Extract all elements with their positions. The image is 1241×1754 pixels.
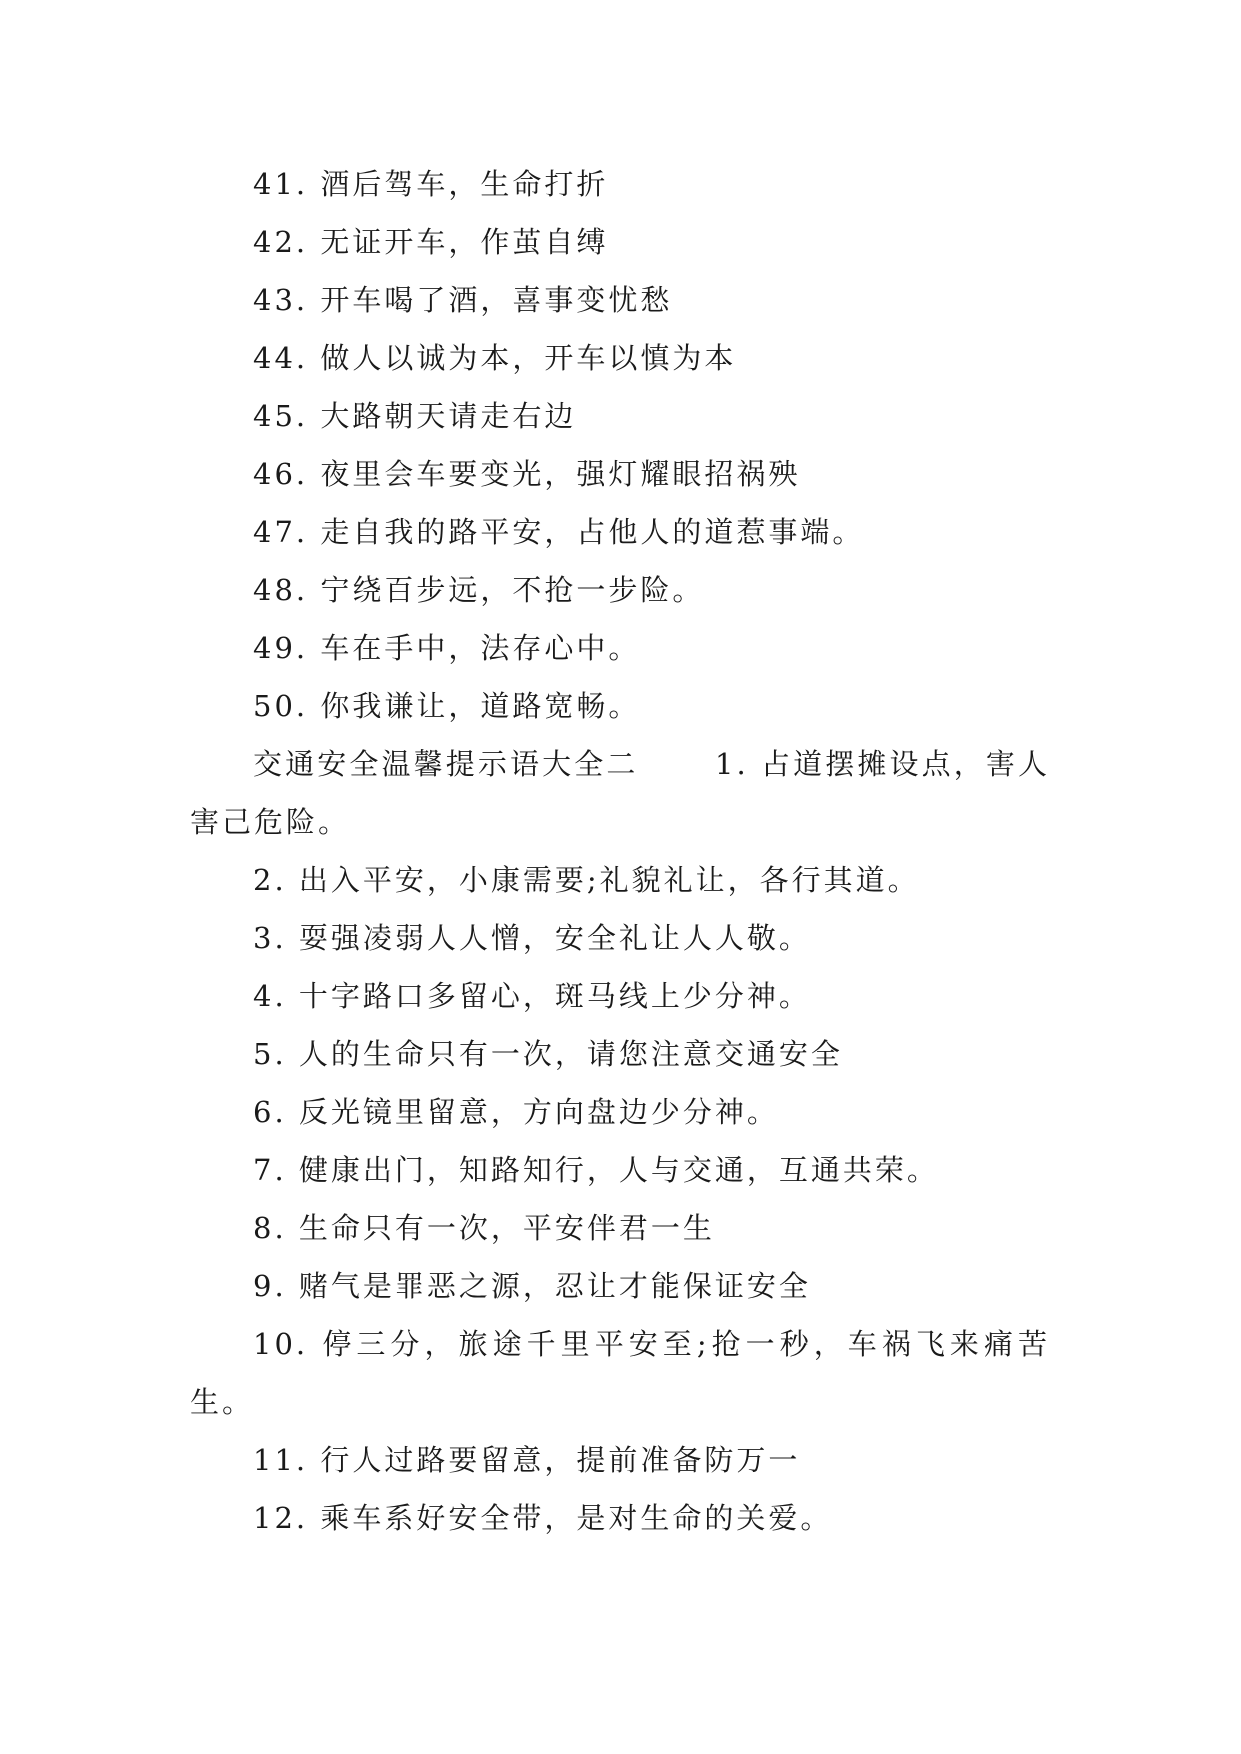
slogan-line: 6. 反光镜里留意，方向盘边少分神。 bbox=[253, 1095, 779, 1129]
slogan-line: 48. 宁绕百步远，不抢一步险。 bbox=[253, 573, 705, 607]
slogan-line: 4. 十字路口多留心，斑马线上少分神。 bbox=[253, 979, 811, 1013]
section-heading-paragraph: 交通安全温馨提示语大全二 1. 占道摆摊设点，害人害己危险。 bbox=[190, 747, 1050, 839]
slogan-line: 41. 酒后驾车，生命打折 bbox=[253, 167, 609, 201]
slogan-line: 2. 出入平安，小康需要;礼貌礼让，各行其道。 bbox=[253, 863, 920, 897]
slogan-line: 50. 你我谦让，道路宽畅。 bbox=[253, 689, 641, 723]
slogan-line: 8. 生命只有一次，平安伴君一生 bbox=[253, 1211, 715, 1245]
slogan-line: 46. 夜里会车要变光，强灯耀眼招祸殃 bbox=[253, 457, 801, 491]
slogan-line: 43. 开车喝了酒，喜事变忧愁 bbox=[253, 283, 673, 317]
slogan-line: 47. 走自我的路平安，占他人的道惹事端。 bbox=[253, 515, 865, 549]
slogan-line: 42. 无证开车，作茧自缚 bbox=[253, 225, 609, 259]
slogan-line: 9. 赌气是罪恶之源，忍让才能保证安全 bbox=[253, 1269, 811, 1303]
slogan-line: 5. 人的生命只有一次，请您注意交通安全 bbox=[253, 1037, 843, 1071]
slogan-line: 7. 健康出门，知路知行，人与交通，互通共荣。 bbox=[253, 1153, 939, 1187]
slogan-line: 45. 大路朝天请走右边 bbox=[253, 399, 577, 433]
slogan-line: 3. 耍强凌弱人人憎，安全礼让人人敬。 bbox=[253, 921, 811, 955]
slogan-paragraph: 10. 停三分，旅途千里平安至;抢一秒，车祸飞来痛苦生。 bbox=[190, 1327, 1050, 1419]
slogan-line: 11. 行人过路要留意，提前准备防万一 bbox=[253, 1443, 801, 1477]
slogan-line: 12. 乘车系好安全带，是对生命的关爱。 bbox=[253, 1501, 833, 1535]
slogan-line: 49. 车在手中，法存心中。 bbox=[253, 631, 641, 665]
document-body bbox=[190, 155, 1050, 1547]
slogan-line: 44. 做人以诚为本，开车以慎为本 bbox=[253, 341, 737, 375]
